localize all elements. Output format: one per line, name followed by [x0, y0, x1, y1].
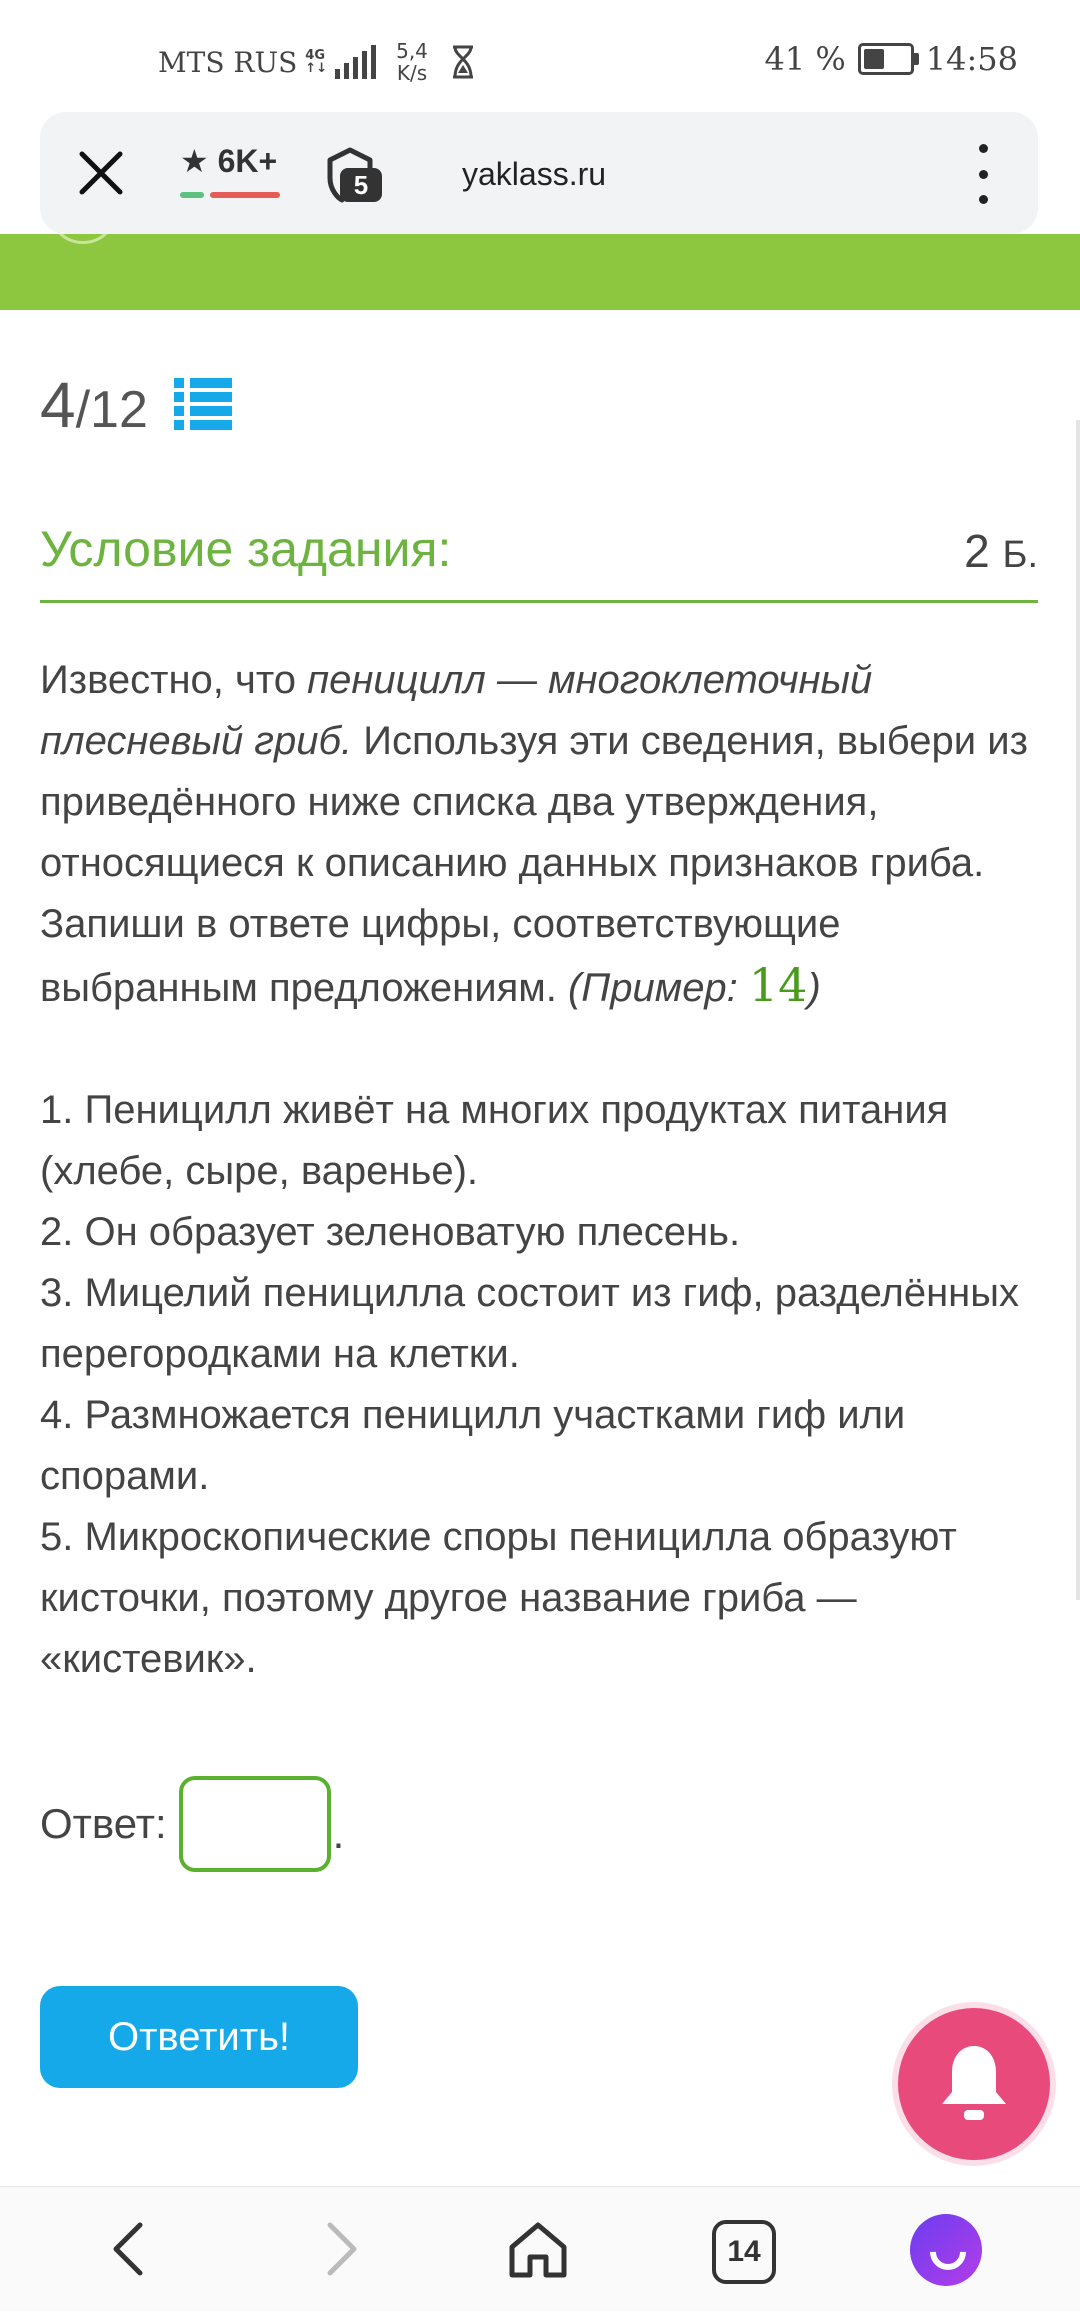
battery-percent: 41 %: [764, 40, 846, 78]
shield-badge: 5: [340, 168, 382, 202]
tabs-counter[interactable]: 14: [712, 2220, 776, 2284]
back-icon[interactable]: [100, 2217, 164, 2281]
header-avatar[interactable]: [48, 234, 118, 244]
signal-icon: [335, 45, 376, 79]
forward-icon[interactable]: [306, 2217, 370, 2281]
statement-list: [40, 1080, 1040, 1690]
task-description: Известно, что пеницилл — многоклеточный плесневый гриб. Используя эти сведения, выбери из приведённого ниже списка два утверждения, относящиеся к описанию данных признаков гриба. Запиши в ответе цифры, соответствующие выбранным предложениям. (Пример: 14): [40, 658, 1028, 1012]
answer-period: .: [332, 1810, 345, 1857]
list-item: 5. Микроскопические споры пеницилла образуют кисточки, поэтому другое название гриба — «кистевик».: [40, 1515, 957, 1681]
scrollbar[interactable]: [1076, 420, 1080, 1600]
answer-input[interactable]: [179, 1776, 331, 1872]
list-item: 4. Размножается пеницилл участками гиф или спорами.: [40, 1393, 906, 1498]
clock: 14:58: [925, 40, 1018, 78]
close-icon[interactable]: [76, 148, 126, 198]
url-domain[interactable]: yaklass.ru: [462, 156, 607, 192]
hourglass-icon: [450, 45, 476, 79]
assistant-icon[interactable]: [910, 2214, 982, 2286]
notifications-button[interactable]: [898, 2008, 1050, 2160]
star-icon: ★: [180, 143, 209, 179]
stars-rating[interactable]: [180, 142, 277, 180]
task-title: Условие задания:: [40, 521, 452, 577]
site-header: [0, 234, 1080, 310]
task-header: [40, 520, 1038, 603]
network-speed: 5,4 K/s: [396, 39, 428, 85]
list-item: 1. Пеницилл живёт на многих продуктах питания (хлебе, сыре, варенье).: [40, 1088, 949, 1193]
example-number: 14: [748, 958, 808, 1012]
question-total: /12: [75, 381, 148, 439]
bell-icon: [934, 2040, 1014, 2128]
list-item: 3. Мицелий пеницилла состоит из гиф, разделённых перегородками на клетки.: [40, 1271, 1020, 1376]
list-icon[interactable]: [174, 378, 232, 430]
answer-label: Ответ:: [40, 1800, 167, 1847]
stars-count: 6K+: [217, 143, 278, 179]
battery-icon: [858, 43, 914, 75]
question-current: 4: [40, 369, 76, 441]
status-bar: [0, 0, 1080, 110]
list-item: 2. Он образует зеленоватую плесень.: [40, 1210, 741, 1254]
status-left: [158, 40, 476, 84]
browser-toolbar: [40, 112, 1038, 234]
carrier-label: MTS RUS: [158, 45, 298, 79]
task-points: 2 Б.: [964, 525, 1038, 577]
status-right: [764, 40, 1018, 78]
answer-row: [40, 1776, 344, 1872]
question-counter: [40, 368, 148, 442]
submit-button[interactable]: Ответить!: [40, 1986, 358, 2088]
home-icon[interactable]: [506, 2217, 570, 2281]
network-type: 4G ↑↓: [305, 48, 328, 76]
more-menu-icon[interactable]: [978, 144, 988, 204]
